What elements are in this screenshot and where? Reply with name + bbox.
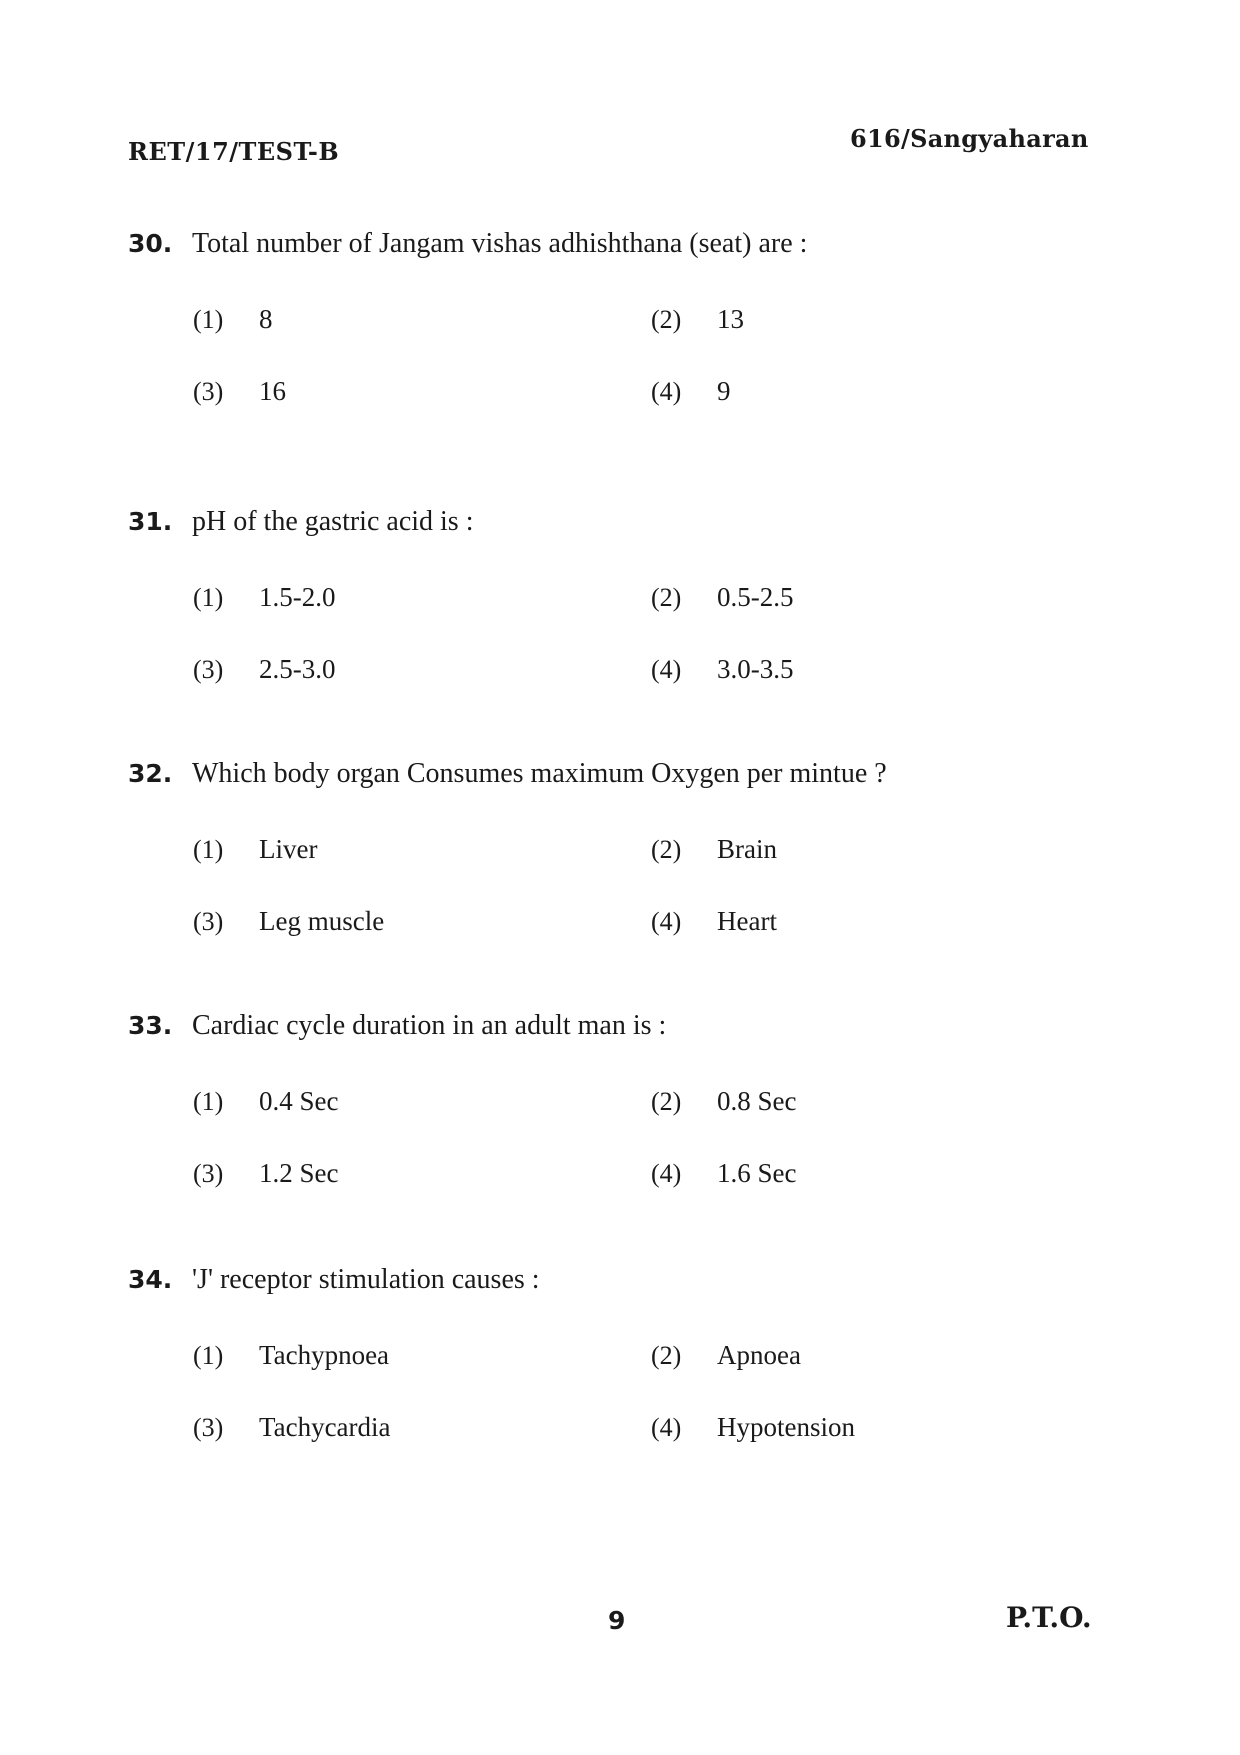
question-text: pH of the gastric acid is : (192, 506, 474, 537)
option-number: (2) (651, 835, 682, 864)
option-3 (193, 1412, 391, 1443)
options-row (128, 1086, 1128, 1158)
option-4 (651, 1412, 855, 1443)
option-3 (193, 1158, 338, 1189)
option-number: (3) (193, 377, 224, 406)
question-text: Which body organ Consumes maximum Oxygen per mintue ? (192, 758, 887, 789)
question-number: 30. (128, 229, 173, 258)
option-text: 3.0-3.5 (717, 654, 794, 684)
question-number: 32. (128, 759, 173, 788)
option-number: (2) (651, 1341, 682, 1370)
question-number: 33. (128, 1011, 173, 1040)
option-number: (3) (193, 655, 224, 684)
option-number: (4) (651, 655, 682, 684)
option-text: 16 (259, 376, 286, 406)
option-number: (3) (193, 1159, 224, 1188)
option-3 (193, 654, 336, 685)
option-text: Brain (717, 834, 777, 864)
option-number: (4) (651, 907, 682, 936)
option-4 (651, 654, 794, 685)
option-text: 0.5-2.5 (717, 582, 794, 612)
option-number: (1) (193, 1341, 224, 1370)
options-row (128, 376, 1128, 448)
option-text: 1.2 Sec (259, 1158, 339, 1188)
option-2 (651, 834, 777, 865)
option-number: (2) (651, 305, 682, 334)
option-number: (3) (193, 1413, 224, 1442)
question-33 (128, 1010, 1128, 1230)
option-text: 13 (717, 304, 744, 334)
option-4 (651, 376, 731, 407)
option-1 (193, 1340, 389, 1371)
question-text: Cardiac cycle duration in an adult man is : (192, 1010, 667, 1041)
option-number: (3) (193, 907, 224, 936)
option-text: 0.8 Sec (717, 1086, 797, 1116)
question-32 (128, 758, 1128, 978)
option-text: Tachypnoea (259, 1340, 390, 1370)
subject-code: 616/Sangyaharan (850, 124, 1089, 153)
option-2 (651, 1086, 796, 1117)
option-2 (651, 582, 794, 613)
options-row (128, 304, 1128, 376)
option-number: (2) (651, 1087, 682, 1116)
question-text: 'J' receptor stimulation causes : (192, 1264, 540, 1295)
option-text: 1.5-2.0 (259, 582, 336, 612)
option-2 (651, 1340, 801, 1371)
option-text: Tachycardia (259, 1412, 391, 1442)
option-number: (1) (193, 835, 224, 864)
option-text: Hypotension (717, 1412, 855, 1442)
question-text: Total number of Jangam vishas adhishthana (seat) are : (192, 228, 808, 259)
question-number: 34. (128, 1265, 173, 1294)
option-number: (1) (193, 305, 224, 334)
option-1 (193, 1086, 338, 1117)
option-number: (4) (651, 377, 682, 406)
options-row (128, 654, 1128, 726)
question-34 (128, 1264, 1128, 1484)
option-text: 2.5-3.0 (259, 654, 336, 684)
option-4 (651, 1158, 796, 1189)
options-row (128, 1158, 1128, 1230)
options-row (128, 906, 1128, 978)
option-2 (651, 304, 744, 335)
option-number: (4) (651, 1413, 682, 1442)
option-text: Heart (717, 906, 777, 936)
question-30 (128, 228, 1128, 448)
option-text: Apnoea (717, 1340, 801, 1370)
options-row (128, 582, 1128, 654)
option-number: (4) (651, 1159, 682, 1188)
question-31 (128, 506, 1128, 726)
option-4 (651, 906, 777, 937)
option-3 (193, 906, 384, 937)
please-turn-over: P.T.O. (1006, 1601, 1092, 1634)
option-text: 9 (717, 376, 731, 406)
page-number: 9 (608, 1606, 626, 1635)
option-text: Leg muscle (259, 906, 385, 936)
options-row (128, 834, 1128, 906)
option-1 (193, 582, 336, 613)
option-text: Liver (259, 834, 318, 864)
option-3 (193, 376, 286, 407)
option-1 (193, 834, 317, 865)
option-number: (1) (193, 583, 224, 612)
option-number: (2) (651, 583, 682, 612)
option-text: 0.4 Sec (259, 1086, 339, 1116)
option-text: 1.6 Sec (717, 1158, 797, 1188)
options-row (128, 1340, 1128, 1412)
question-number: 31. (128, 507, 173, 536)
paper-code: RET/17/TEST-B (128, 137, 340, 166)
option-1 (193, 304, 273, 335)
option-number: (1) (193, 1087, 224, 1116)
options-row (128, 1412, 1128, 1484)
option-text: 8 (259, 304, 273, 334)
